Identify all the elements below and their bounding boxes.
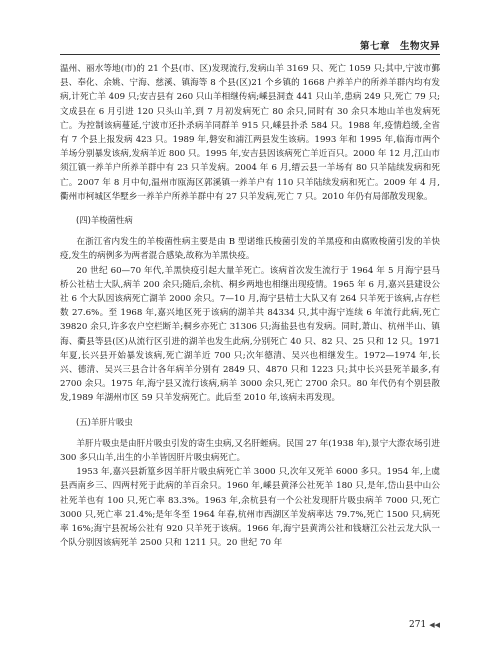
page-footer (409, 620, 440, 630)
paragraph: 20 世纪 60—70 年代,羊黑快疫引起大量羊死亡。该病首次发生流行于 1964 年 5 月海宁县马桥公社桔士大队,病羊 200 余只;随后,余杭、桐乡两地也相继出现疫情。1965 年 6 月,嘉兴县建设公社 6 个大队因该病死亡湖羊 2000 余只。7—10 月,海宁县桔士大队又有 264 只羊死于该病,占存栏数 27.6%。至 1968 年,嘉兴地区死于该病的湖羊共 84334 只,其中海宁连续 6 年流行此病,死亡 39820 余只,许多农户空栏断羊;桐乡亦死亡 31306 只;海盐县也有发病。同时,萧山、杭州半山、镇海、衢县等县(区)从流行区引进的湖羊也发生此病,分别死亡 40 只、82 只、25 只和 12 只。1971 年夏,长兴县开始暴发该病,死亡湖羊近 700 只;次年德清、吴兴也相继发生。1972—1974 年,长兴、德清、吴兴三县合计各年病羊分别有 2849 只、4870 只和 1223 只;其中长兴县死羊最多,有 2700 余只。1975 年,海宁县又流行该病,病羊 3000 余只,死亡 2700 余只。80 年代仍有个别县散发,1989 年湖州市区 59 只羊发病死亡。此后至 2010 年,该病未再发现。 (60, 265, 440, 404)
page-number: 271 (409, 620, 427, 630)
paragraph: 温州、丽水等地(市)的 21 个县(市、区)发现流行,发病山羊 3169 只、死亡 1059 只;其中,宁波市鄞县、奉化、余姚、宁海、慈溪、镇海等 8 个县(区)21 个乡镇的 1668 户养羊户的所养羊群内均有发病,计死亡羊 409 只;安吉县有 260 只山羊相继传病;嵊县洞查 441 只山羊,患病 249 只,死亡 79 只;文成县在 6 月引进 120 只头山羊,到 7 月初发病死亡 80 余只,同时有 30 余只本地山羊也发病死亡。为控制该病蔓延,宁波市还扑杀病羊同群羊 915 只,嵊县扑杀 584 只。1988 年,疫情趋缓,全省有 7 个县上报发病 423 只。1989 年,磐安和浦江两县发生该病。1993 年和 1995 年,临海市两个羊场分别暴发该病,发病羊近 800 只。1995 年,安吉县因该病死亡羊近百只。2000 年 12 月,江山市须江镇一养羊户所养羊群中有 23 只羊发病。2004 年 6 月,缙云县一羊场有 80 只羊陆续发病和死亡。2007 年 8 月中旬,温州市瓯海区郭溪镇一养羊户有 110 只羊陆续发病和死亡。2009 年 4 月,衢州市柯城区华墅乡一养羊户所养羊群中有 27 只羊发病,死亡 7 只。2010 年仍有局部散发现象。 (60, 64, 440, 202)
section-heading: (五)羊肝片吸虫 (75, 416, 133, 427)
paragraph: 在浙江省内发生的羊梭菌性病主要是由 B 型诺维氏梭菌引发的羊黑疫和由腐败梭菌引发的羊快疫,发生的病例多为两者混合感染,故称为羊黑快疫。 (60, 237, 440, 262)
header-rule (60, 54, 440, 55)
paragraph: 1953 年,嘉兴县新篁乡因羊肝片吸虫病死亡羊 3000 只,次年又死羊 6000 多只。1954 年,上虞县西南乡三、四两村死于此病的羊百余只。1960 年,嵊县黄泽公社死羊 180 只,是年,岱山县中山公社死羊也有 100 只,死亡率 83.3%。1963 年,余杭县有一个公社发现肝片吸虫病羊 7000 只,死亡 3000 只,死亡率 21.4%;是年冬至 1964 年春,杭州市西湖区羊发病率达 79.7%,死亡 1500 只,病死率 16%;海宁县祝场公社有 920 只羊死于该病。1966 年,海宁县黄湾公社和钱塘江公社云龙大队一个队分别因该病死羊 2500 只和 1211 只。20 世纪 70 年 (60, 467, 440, 549)
section-heading: (四)羊梭菌性病 (75, 215, 133, 226)
page-mark: ◀◀ (429, 621, 440, 629)
chapter-header: 第七章 生物灾异 (359, 41, 440, 52)
body-text (60, 62, 440, 551)
paragraph: 羊肝片吸虫是由肝片吸虫引发的寄生虫病,又名肝蛭病。民国 27 年(1938 年),景宁大漈农场引进 300 多只山羊,出生的小羊皆因肝片吸虫病死亡。 (60, 438, 440, 464)
